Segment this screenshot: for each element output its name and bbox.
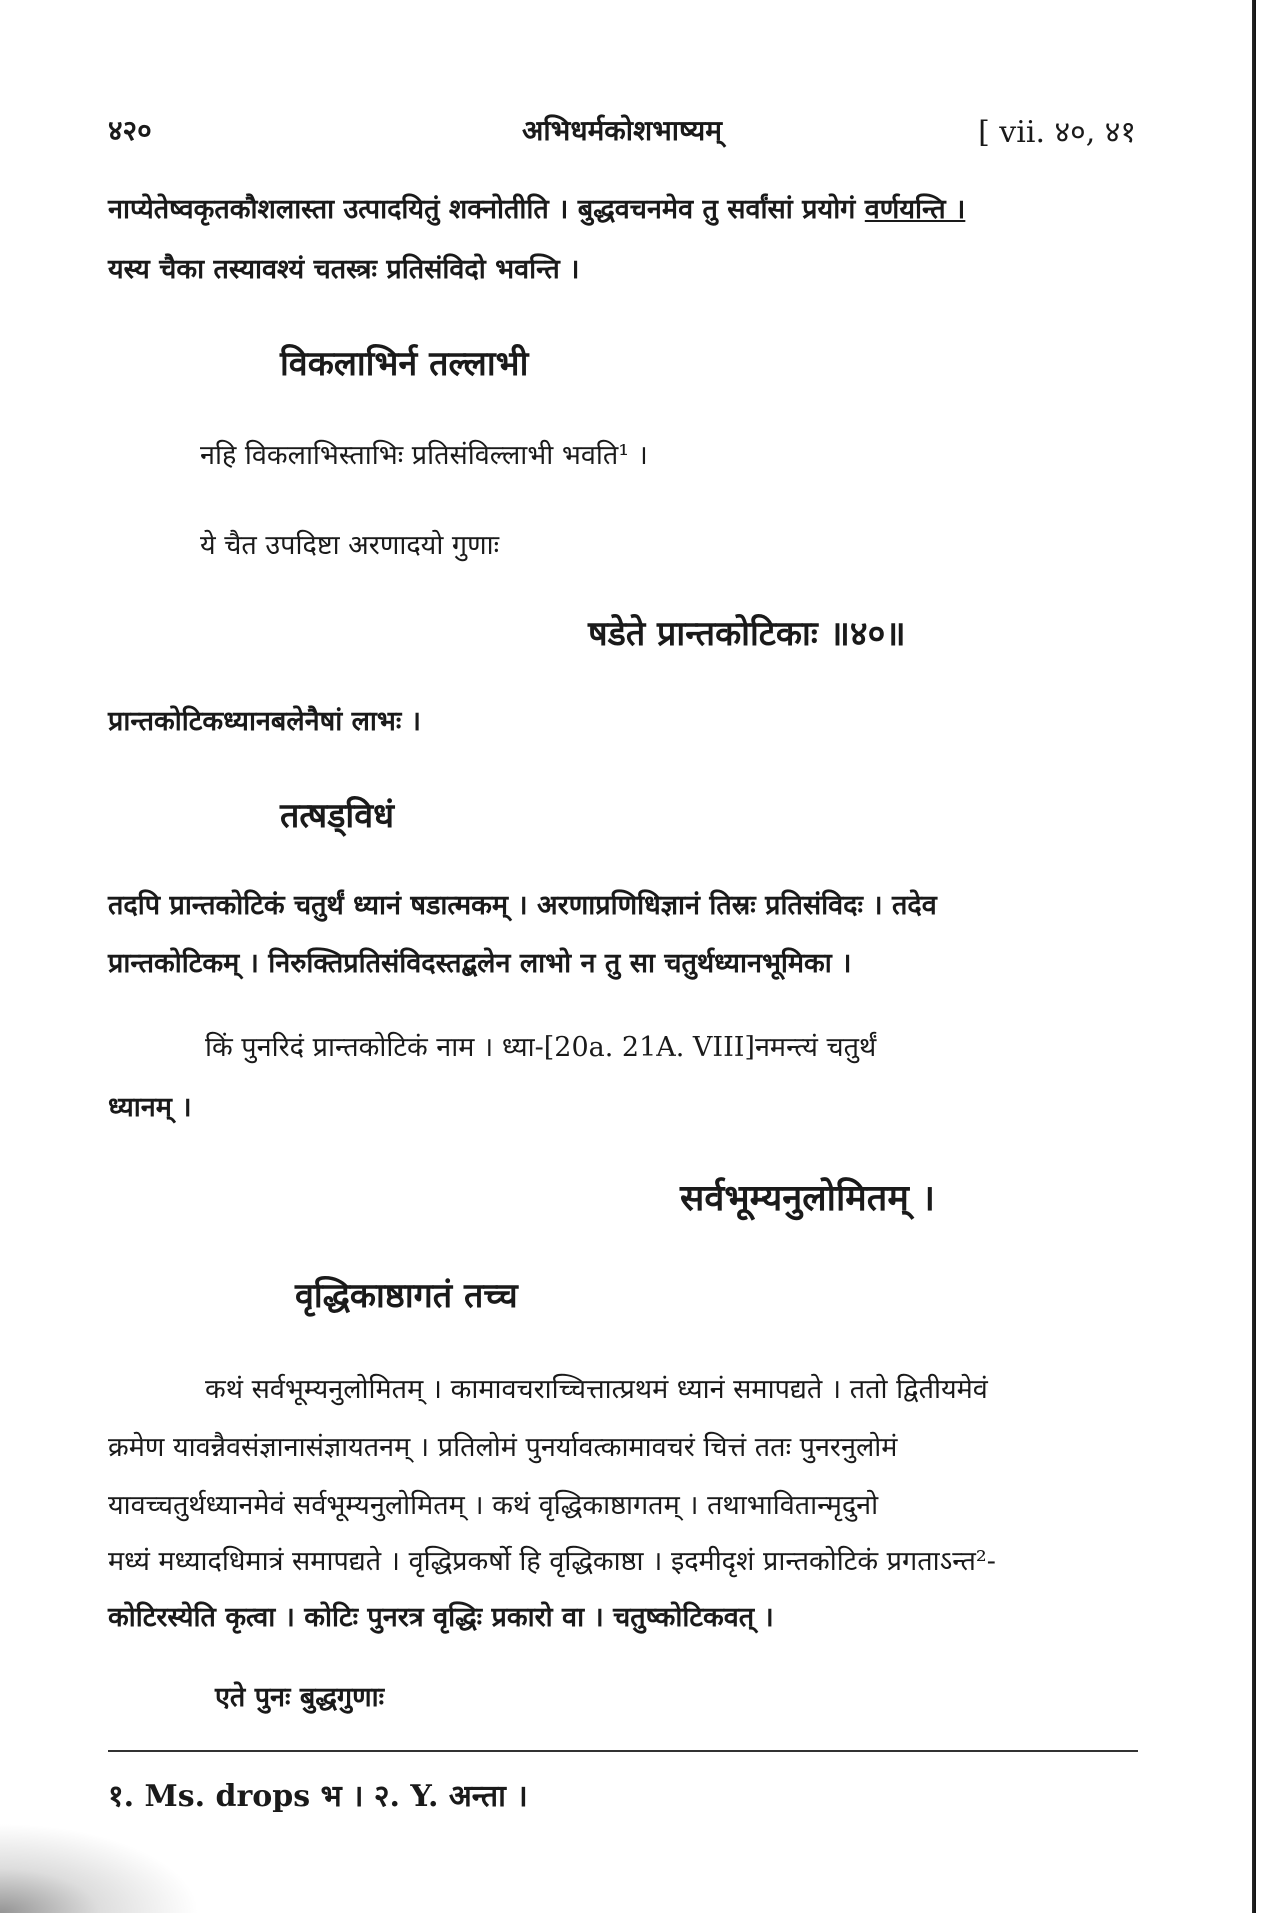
text-line	[108, 190, 965, 230]
page-number: ४२०	[108, 114, 152, 147]
karika-verse: तत्षड्विधं	[280, 796, 395, 836]
karika-verse: विकलाभिर्न तल्लाभी	[280, 344, 529, 384]
text-line: तदपि प्रान्तकोटिकं चतुर्थं ध्यानं षडात्मकम् । अरणाप्रणिधिज्ञानं तिस्रः प्रतिसंविदः । तदेव	[108, 890, 937, 921]
text-line: यस्य चैका तस्यावश्यं चतस्त्रः प्रतिसंविदो भवन्ति ।	[108, 254, 580, 285]
karika-verse: वृद्धिकाष्ठागतं तच्च	[295, 1276, 518, 1316]
footnotes: १. Ms. drops भ । २. Y. अन्ता ।	[108, 1779, 528, 1814]
text-line: क्रमेण यावन्नैवसंज्ञानासंज्ञायतनम् । प्रतिलोमं पुनर्यावत्कामावचरं चित्तं ततः पुनरनुलोमं	[108, 1432, 898, 1463]
page-edge-shadow	[1252, 0, 1256, 1913]
text-line: कोटिरस्येति कृत्वा । कोटिः पुनरत्र वृद्धिः प्रकारो वा । चतुष्कोटिकवत् ।	[108, 1602, 774, 1633]
text-line: प्रान्तकोटिकम् । निरुक्तिप्रतिसंविदस्तद्बलेन लाभो न तु सा चतुर्थध्यानभूमिका ।	[108, 948, 852, 979]
underlined-word: वर्णयन्ति ।	[864, 194, 966, 225]
verse-reference: [ vii. ४०, ४१	[978, 114, 1136, 150]
karika-verse: सर्वभूम्यनुलोमितम् ।	[680, 1177, 936, 1219]
text-line: कथं सर्वभूम्यनुलोमितम् । कामावचराच्चित्तात्प्रथमं ध्यानं समापद्यते । ततो द्वितीयमेवं	[205, 1374, 988, 1405]
text-line: ये चैत उपदिष्टा अरणादयो गुणाः	[200, 530, 500, 561]
text-line: ध्यानम् ।	[108, 1092, 192, 1123]
text-line: एते पुनः बुद्धगुणाः	[215, 1682, 385, 1713]
scan-corner-shadow	[0, 1823, 200, 1913]
text-line: प्रान्तकोटिकध्यानबलेनैषां लाभः ।	[108, 706, 421, 737]
running-header	[108, 108, 1136, 152]
footnote-divider	[108, 1750, 1138, 1752]
book-title: अभिधर्मकोशभाष्यम्	[522, 114, 722, 147]
text-segment: नाप्येतेष्वकृतकौशलास्ता उत्पादयितुं शक्नोतीति । बुद्धवचनमेव तु सर्वांसां प्रयोगं	[108, 194, 865, 225]
text-line: नहि विकलाभिस्ताभिः प्रतिसंविल्लाभी भवति¹ ।	[200, 440, 648, 471]
text-line: किं पुनरिदं प्रान्तकोटिकं नाम । ध्या-[20a. 21A. VIII]नमन्त्यं चतुर्थं	[205, 1032, 877, 1063]
text-line: मध्यं मध्यादधिमात्रं समापद्यते । वृद्धिप्रकर्षो हि वृद्धिकाष्ठा । इदमीदृशं प्रान्तकोटिकं प्रगताऽन्त²-	[108, 1546, 996, 1577]
karika-verse: षडेते प्रान्तकोटिकाः ॥४०॥	[588, 614, 906, 654]
text-line: यावच्चतुर्थध्यानमेवं सर्वभूम्यनुलोमितम् । कथं वृद्धिकाष्ठागतम् । तथाभावितान्मृदुनो	[108, 1490, 879, 1521]
